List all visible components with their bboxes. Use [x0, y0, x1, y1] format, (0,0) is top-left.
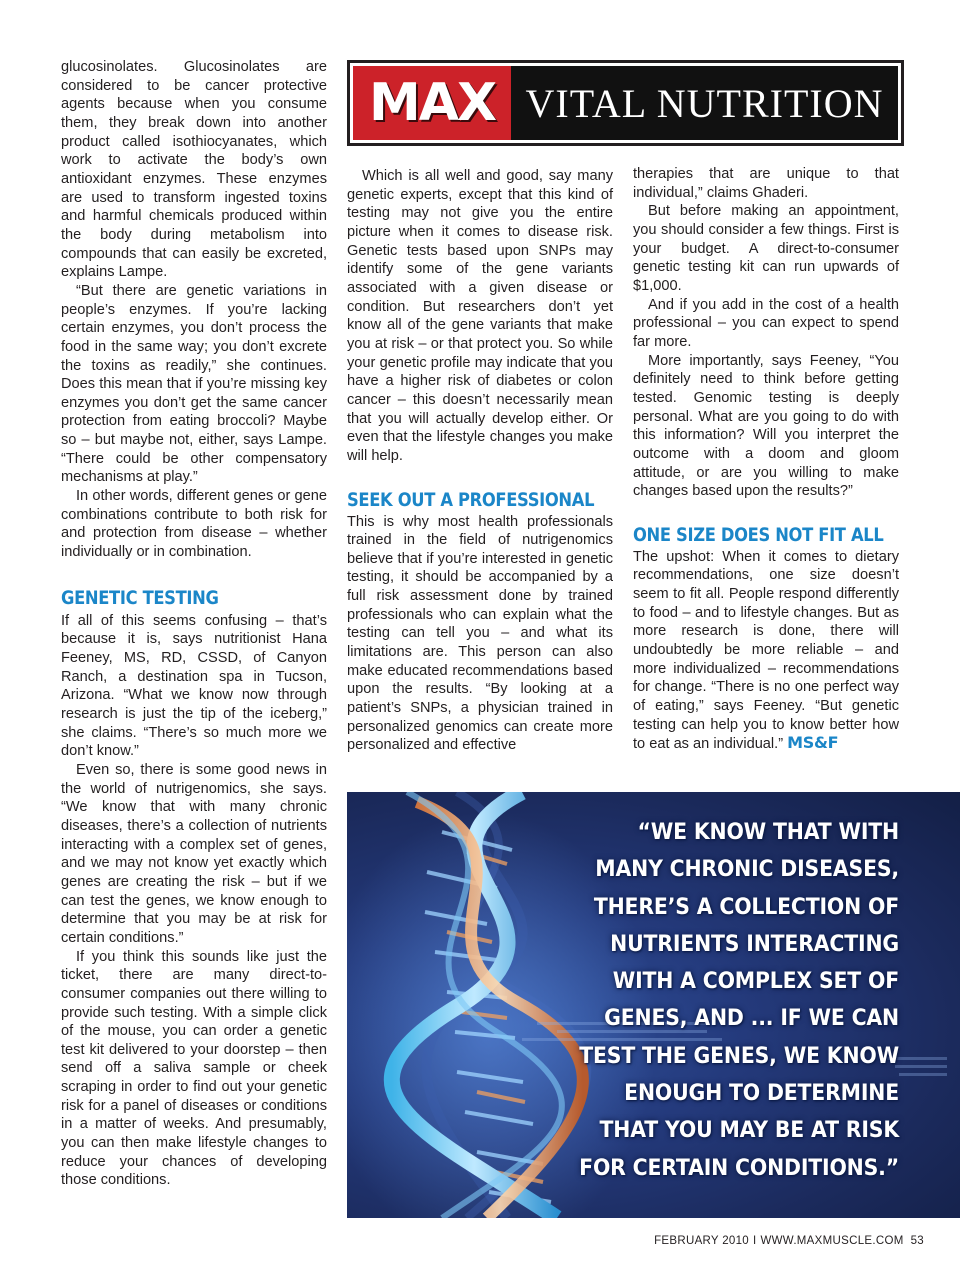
article-column-1: [61, 58, 327, 1190]
banner-title: VITAL NUTRITION: [525, 80, 884, 126]
issue-date: FEBRUARY 2010: [654, 1235, 749, 1247]
pull-quote: [453, 814, 899, 1187]
section-banner: [347, 60, 904, 146]
paragraph: But before making an appointment, you should consider a few things. First is your budget. A direct-to-consumer genetic testing kit can run upwards of $1,000.: [633, 203, 899, 294]
max-logo-text: MAX: [368, 73, 496, 133]
quote-line: THAT YOU MAY BE AT RISK: [599, 1118, 899, 1144]
page-footer: [654, 1235, 924, 1247]
page-number: 53: [910, 1235, 924, 1247]
paragraph: glucosinolates. Glucosinolates are considered to be cancer protective agents because when you consume them, they break down into another product called isothiocyanates, which work to activate the body’s own antioxidant enzymes. These enzymes are used to transform ingested toxins and harmful chemicals produced within the body during metabolism into compounds that can easily be excreted, explains Lampe.: [61, 59, 327, 281]
paragraph-final: [633, 548, 899, 754]
paragraph-text: The upshot: When it comes to dietary recommendations, one size doesn’t seem to fit all. People respond differently to food – and to lifestyle changes. But as more research is done, there will undoubtedly be more reliable – and more individualized – recommendations for change. “There is no one perfect way of eating,” says Feeney. “But genetic testing can help you to know better how to eat as an individual.”: [633, 548, 899, 753]
paragraph: More importantly, says Feeney, “You definitely need to think before getting tested. Genomic testing is deeply personal. What are you going to do with this information? Will you interpret the outcome with a doom and gloom attitude, or are you willing to make changes based upon the results?”: [633, 352, 899, 500]
footer-separator: I: [752, 1235, 757, 1247]
paragraph: If you think this sounds like just the ticket, there are many direct-to-consumer companies out there willing to provide such testing. With a simple click of the mouse, you can order a genetic test kit delivered to your doorstep – then send off a saliva sample or cheek scraping in order to find out your genetic risk for a panel of diseases or conditions in a matter of weeks. And presumably, you can then make lifestyle changes to reduce your chances of developing those conditions.: [61, 948, 327, 1189]
section-heading-genetic-testing: GENETIC TESTING: [61, 586, 219, 609]
quote-line: TEST THE GENES, WE KNOW: [579, 1043, 899, 1069]
quote-line: NUTRIENTS INTERACTING: [610, 931, 899, 957]
section-heading-one-size: ONE SIZE DOES NOT FIT ALL: [633, 523, 884, 546]
paragraph: If all of this seems confusing – that’s because it is, says nutritionist Hana Feeney, MS, RD, CSSD, of Canyon Ranch, a destination spa in Tucson, Arizona. “What we know now through research is just the tip of the iceberg,” she claims. “There’s so much more we don’t know.”: [61, 612, 327, 760]
quote-line: ENOUGH TO DETERMINE: [624, 1081, 899, 1107]
section-heading-seek-professional: SEEK OUT A PROFESSIONAL: [347, 488, 595, 511]
msf-signoff-logo: MS&F: [787, 733, 839, 753]
quote-line: GENES, AND ... IF WE CAN: [604, 1006, 899, 1032]
paragraph: This is why most health professionals trained in the field of nutrigenomics believe that if you’re interested in genetic testing, it should be accompanied by a full risk assessment done by trained professionals who can explain what the testing can tell you – and what its limitations are. This person can also make educated recommendations based upon the results. “By looking at a patient’s SNPs, a physician trained in personalized genomics can create more personalized and effective: [347, 513, 613, 754]
paragraph: Which is all well and good, say many genetic experts, except that this kind of testing may not give you the entire picture when it comes to disease risk. Genetic tests based upon SNPs may identify some of the gene variants associated with a given disease or condition. But researchers don’t yet know all of the gene variants that make you at risk – or that protect you. So while your genetic profile may indicate that you have a higher risk of diabetes or colon cancer – this doesn’t necessarily mean that you will actually develop either. Or even that the lifestyle changes you make will help.: [347, 168, 613, 464]
article-column-2: [347, 167, 613, 755]
max-logo: [353, 66, 511, 140]
quote-line: WITH A COMPLEX SET OF: [612, 969, 899, 995]
paragraph: Even so, there is some good news in the world of nutrigenomics, she says. “We know that with many chronic diseases, there’s a collection of nutrients interacting with a complex set of genes, and we may not know yet exactly which genes are creating the risk – but if we can test the genes, we know enough to determine that you may be at risk for certain conditions.”: [61, 761, 327, 946]
paragraph: And if you add in the cost of a health professional – you can expect to spend far more.: [633, 296, 899, 350]
paragraph: “But there are genetic variations in people’s enzymes. If you’re lacking certain enzymes, you don’t process the food in the same way; you don’t excrete the toxins as readily,” she continues. Does this mean that if you’re missing key enzymes you don’t get the same cancer protection from eating broccoli? Maybe so – but maybe not, either, says Lampe. “There could be other compensatory mechanisms at play.”: [61, 282, 327, 486]
quote-line: THERE’S A COLLECTION OF: [593, 894, 899, 920]
paragraph: therapies that are unique to that individual,” claims Ghaderi.: [633, 166, 899, 201]
quote-line: FOR CERTAIN CONDITIONS.”: [579, 1155, 899, 1181]
quote-line: “WE KNOW THAT WITH: [637, 820, 899, 845]
dna-image-panel: [347, 792, 960, 1218]
article-column-3: [633, 165, 899, 754]
quote-line: MANY CHRONIC DISEASES,: [595, 857, 899, 883]
paragraph: In other words, different genes or gene combinations contribute to both risk for and protection from disease – whether individually or in combination.: [61, 488, 327, 561]
website-link[interactable]: WWW.MAXMUSCLE.COM: [760, 1235, 904, 1247]
